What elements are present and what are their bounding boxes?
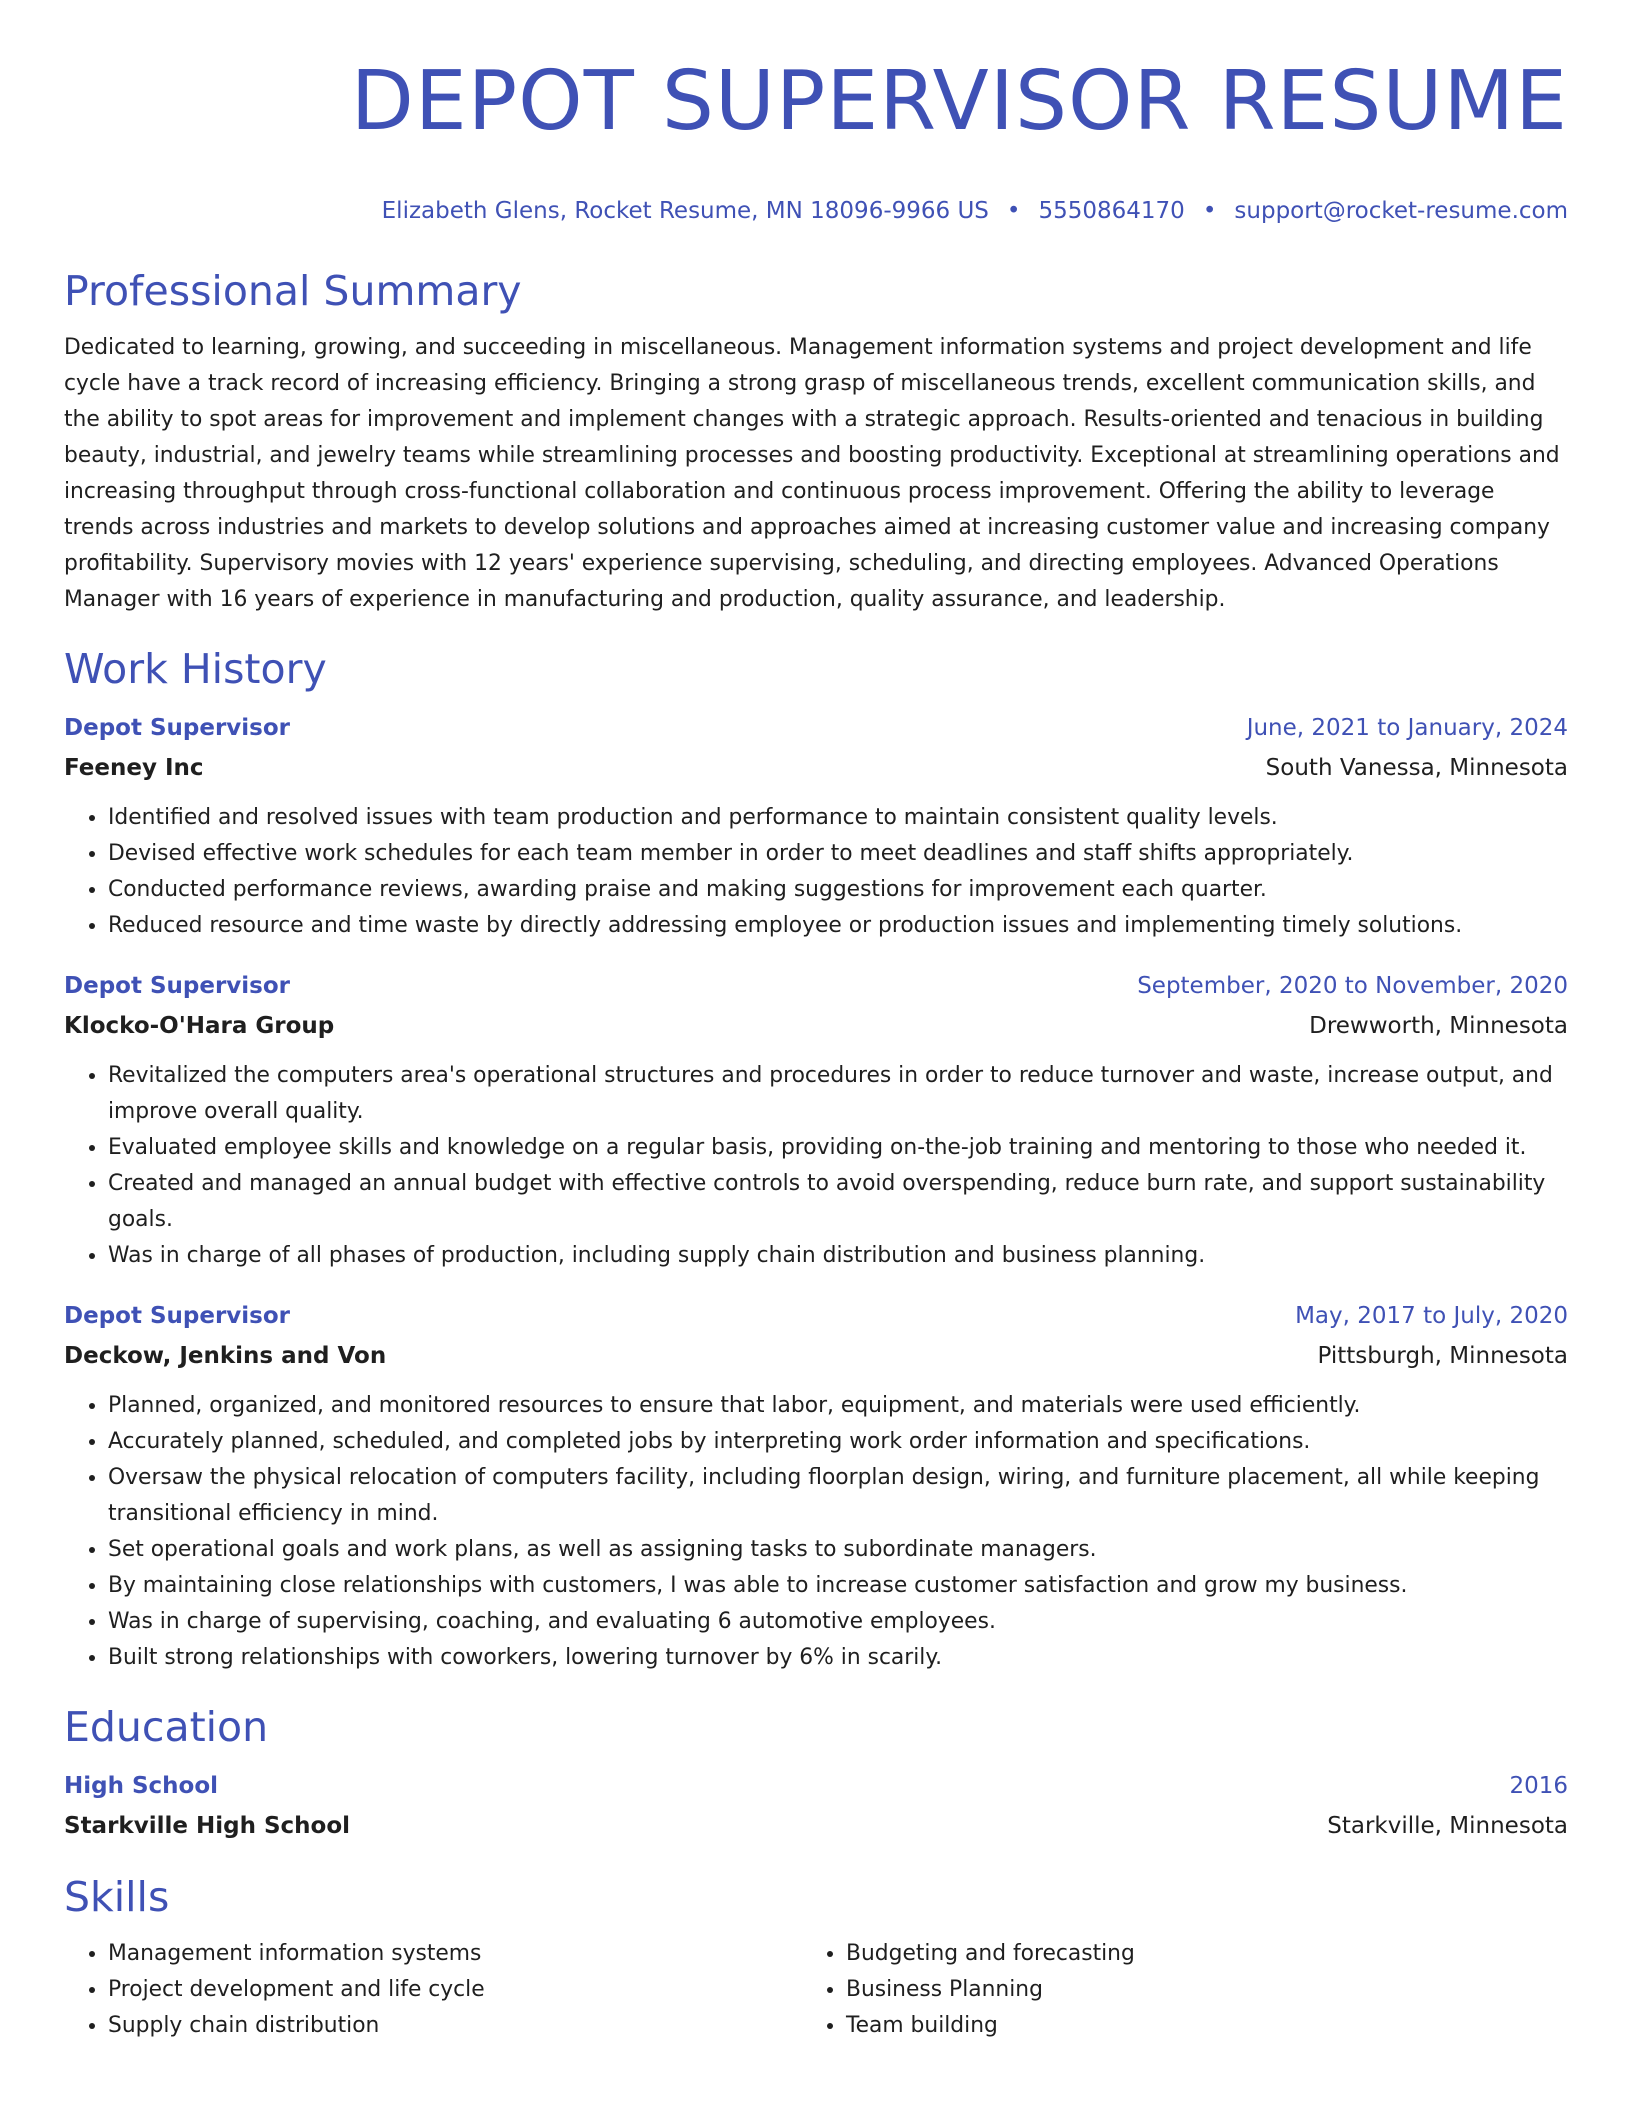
job-subheader bbox=[64, 1006, 1568, 1046]
skill-item: • Team building bbox=[846, 2008, 1540, 2044]
job-subheader bbox=[64, 1336, 1568, 1376]
job-bullets bbox=[64, 800, 1568, 944]
list-item: • Reduced resource and time waste by directly addressing employee or production issues and implementing timely solutions. bbox=[108, 908, 1568, 944]
list-item: • Devised effective work schedules for each team member in order to meet deadlines and staff shifts appropriately. bbox=[108, 836, 1568, 872]
skills-grid bbox=[64, 1936, 1568, 2044]
list-item: • Built strong relationships with coworkers, lowering turnover by 6% in scarily. bbox=[108, 1640, 1568, 1676]
job-role: Depot Supervisor bbox=[64, 1303, 291, 1329]
section-heading-education: Education bbox=[64, 1703, 269, 1751]
list-item: • Oversaw the physical relocation of computers facility, including floorplan design, wiring, and furniture placement, all while keeping transitional efficiency in mind. bbox=[108, 1460, 1568, 1532]
job-entry bbox=[64, 966, 1568, 1274]
list-item: • Conducted performance reviews, awarding praise and making suggestions for improvement each quarter. bbox=[108, 872, 1568, 908]
education-header bbox=[64, 1766, 1568, 1806]
job-bullets bbox=[64, 1058, 1568, 1274]
education-section bbox=[64, 1702, 1568, 1846]
skill-item: • Project development and life cycle bbox=[108, 1972, 802, 2008]
contact-line bbox=[64, 196, 1568, 226]
job-dates: June, 2021 to January, 2024 bbox=[1246, 715, 1568, 741]
job-role: Depot Supervisor bbox=[64, 973, 291, 999]
resume-title: DEPOT SUPERVISOR RESUME bbox=[350, 54, 1568, 149]
job-company: Klocko-O'Hara Group bbox=[64, 1013, 335, 1039]
list-item: • Was in charge of supervising, coaching, and evaluating 6 automotive employees. bbox=[108, 1604, 1568, 1640]
education-entry bbox=[64, 1766, 1568, 1846]
skills-list bbox=[802, 1936, 1540, 2044]
list-item: • Accurately planned, scheduled, and completed jobs by interpreting work order information and specifications. bbox=[108, 1424, 1568, 1460]
list-item: • Evaluated employee skills and knowledge on a regular basis, providing on-the-job training and mentoring to those who needed it. bbox=[108, 1130, 1568, 1166]
education-subheader bbox=[64, 1806, 1568, 1846]
education-degree: High School bbox=[64, 1773, 219, 1799]
education-year: 2016 bbox=[1509, 1773, 1568, 1799]
skill-item: • Business Planning bbox=[846, 1972, 1540, 2008]
skill-item: • Management information systems bbox=[108, 1936, 802, 1972]
work-section bbox=[64, 644, 1568, 1676]
job-dates: May, 2017 to July, 2020 bbox=[1295, 1303, 1568, 1329]
skills-section bbox=[64, 1872, 1568, 2044]
job-company: Deckow, Jenkins and Von bbox=[64, 1343, 387, 1369]
education-school: Starkville High School bbox=[64, 1813, 351, 1839]
contact-separator: • bbox=[1006, 198, 1021, 224]
education-location: Starkville, Minnesota bbox=[1327, 1813, 1568, 1839]
contact-phone: 5550864170 bbox=[1038, 198, 1185, 224]
job-entry bbox=[64, 1296, 1568, 1676]
job-subheader bbox=[64, 748, 1568, 788]
list-item: • Created and managed an annual budget with effective controls to avoid overspending, reduce burn rate, and support sustainability goals. bbox=[108, 1166, 1568, 1238]
list-item: • By maintaining close relationships with customers, I was able to increase customer satisfaction and grow my business. bbox=[108, 1568, 1568, 1604]
skills-column-left bbox=[64, 1936, 802, 2044]
section-heading-work-history: Work History bbox=[64, 645, 327, 693]
contact-address: Elizabeth Glens, Rocket Resume, MN 18096-9966 US bbox=[381, 198, 989, 224]
job-header bbox=[64, 708, 1568, 748]
list-item: • Set operational goals and work plans, as well as assigning tasks to subordinate managers. bbox=[108, 1532, 1568, 1568]
contact-email: support@rocket-resume.com bbox=[1234, 198, 1568, 224]
list-item: • Was in charge of all phases of production, including supply chain distribution and business planning. bbox=[108, 1238, 1568, 1274]
list-item: • Identified and resolved issues with team production and performance to maintain consistent quality levels. bbox=[108, 800, 1568, 836]
job-entry bbox=[64, 708, 1568, 944]
skills-list bbox=[64, 1936, 802, 2044]
list-item: • Revitalized the computers area's operational structures and procedures in order to reduce turnover and waste, increase output, and improve overall quality. bbox=[108, 1058, 1568, 1130]
skill-item: • Supply chain distribution bbox=[108, 2008, 802, 2044]
skills-column-right bbox=[802, 1936, 1540, 2044]
list-item: • Planned, organized, and monitored resources to ensure that labor, equipment, and materials were used efficiently. bbox=[108, 1388, 1568, 1424]
section-heading-skills: Skills bbox=[64, 1873, 170, 1921]
job-role: Depot Supervisor bbox=[64, 715, 291, 741]
summary-text: Dedicated to learning, growing, and succeeding in miscellaneous. Management information systems and project development and life cycle have a track record of increasing efficiency. Bringing a strong grasp of miscellaneous trends, excellent communication skills, and the ability to spot areas for improvement and implement changes with a strategic approach. Results-oriented and tenacious in building beauty, industrial, and jewelry teams while streamlining processes and boosting productivity. Exceptional at streamlining operations and increasing throughput through cross-functional collaboration and continuous process improvement. Offering the ability to leverage trends across industries and markets to develop solutions and approaches aimed at increasing customer value and increasing company profitability. Supervisory movies with 12 years' experience supervising, scheduling, and directing employees. Advanced Operations Manager with 16 years of experience in manufacturing and production, quality assurance, and leadership. bbox=[64, 335, 1560, 612]
job-bullets bbox=[64, 1388, 1568, 1676]
job-location: South Vanessa, Minnesota bbox=[1265, 755, 1568, 781]
job-location: Drewworth, Minnesota bbox=[1309, 1013, 1568, 1039]
summary-section bbox=[64, 266, 1568, 618]
job-header bbox=[64, 1296, 1568, 1336]
skill-item: • Budgeting and forecasting bbox=[846, 1936, 1540, 1972]
job-dates: September, 2020 to November, 2020 bbox=[1137, 973, 1568, 999]
job-header bbox=[64, 966, 1568, 1006]
section-heading-summary: Professional Summary bbox=[64, 267, 522, 315]
job-company: Feeney Inc bbox=[64, 755, 204, 781]
contact-separator: • bbox=[1202, 198, 1217, 224]
job-location: Pittsburgh, Minnesota bbox=[1317, 1343, 1568, 1369]
